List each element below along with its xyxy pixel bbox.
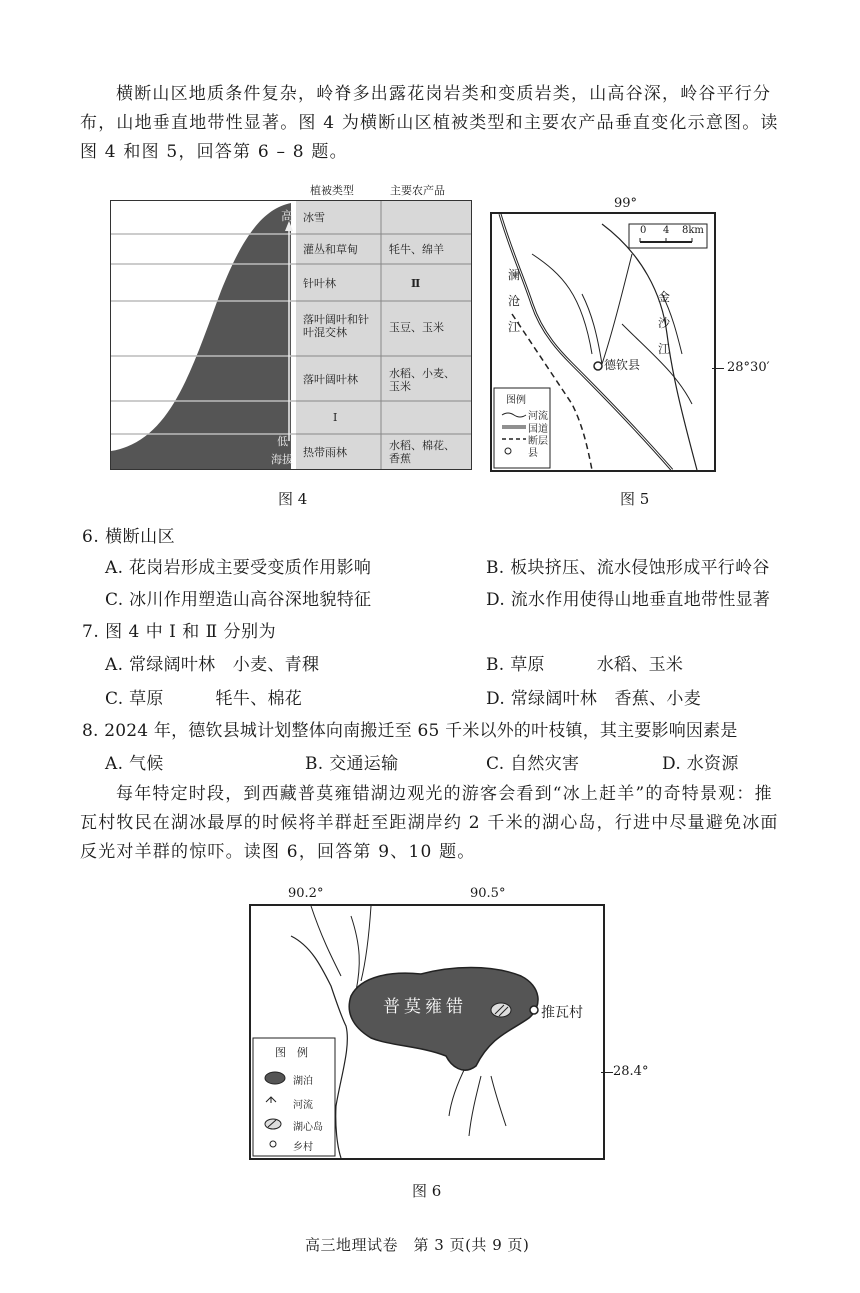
q8-option-c: C. 自然灾害 xyxy=(486,754,580,774)
fig6-lon1-label: 90.2° xyxy=(288,886,324,901)
fig5-longitude-label: 99° xyxy=(614,196,638,211)
fig5-legend-county: 县 xyxy=(528,448,538,459)
figure-6-map xyxy=(249,904,605,1160)
page-footer: 高三地理试卷 第 3 页(共 9 页) xyxy=(305,1236,530,1254)
veg-row-5: 落叶阔叶林 xyxy=(303,373,358,386)
intro2-line1: 每年特定时段，到西藏普莫雍错湖边观光的游客会看到“冰上赶羊”的奇特景观：推 xyxy=(116,784,773,804)
figure-4-caption: 图 4 xyxy=(278,490,308,508)
prod-row-4: 玉豆、玉米 xyxy=(389,321,444,334)
q6-stem: 6. 横断山区 xyxy=(82,527,176,547)
fig4-header-veg: 植被类型 xyxy=(310,184,354,197)
q7-option-c: C. 草原 牦牛、棉花 xyxy=(105,689,303,709)
q7-option-d: D. 常绿阔叶林 香蕉、小麦 xyxy=(486,689,702,709)
fig6-legend-lake: 湖泊 xyxy=(293,1076,313,1087)
fig5-legend-fault: 断层 xyxy=(528,436,548,447)
altitude-axis-label: 海拔 xyxy=(271,453,293,466)
figure-5-svg xyxy=(492,214,714,470)
veg-row-1: 冰雪 xyxy=(303,211,325,224)
veg-row-3: 针叶林 xyxy=(303,277,336,290)
q7-option-a: A. 常绿阔叶林 小麦、青稞 xyxy=(105,655,320,675)
fig5-latitude-label: 28°30′ xyxy=(727,360,770,375)
fig6-legend-island: 湖心岛 xyxy=(293,1122,323,1133)
intro2-line3: 反光对羊群的惊吓。读图 6，回答第 9、10 题。 xyxy=(80,842,476,862)
q7-stem: 7. 图 4 中 Ⅰ 和 Ⅱ 分别为 xyxy=(82,622,277,642)
intro-paragraph-1 xyxy=(80,80,800,167)
scale-zero: 0 xyxy=(640,225,647,236)
intro1-line1: 横断山区地质条件复杂，岭脊多出露花岗岩类和变质岩类，山高谷深，岭谷平行分 xyxy=(116,84,772,104)
village-label: 推瓦村 xyxy=(541,1005,583,1021)
intro1-line3: 图 4 和图 5，回答第 6 – 8 题。 xyxy=(80,142,348,162)
q6-option-d: D. 流水作用使得山地垂直地带性显著 xyxy=(486,590,771,610)
q6-option-c: C. 冰川作用塑造山高谷深地貌特征 xyxy=(105,590,372,610)
prod-row-3: Ⅱ xyxy=(411,277,421,290)
q8-stem: 8. 2024 年，德钦县城计划整体向南搬迁至 65 千米以外的叶枝镇，其主要影响因素是 xyxy=(82,721,738,741)
figure-6-caption: 图 6 xyxy=(412,1182,442,1200)
fig6-legend-title: 图 例 xyxy=(275,1046,308,1059)
intro-paragraph-2 xyxy=(80,780,800,867)
prod-row-5: 水稻、小麦、玉米 xyxy=(389,367,455,393)
fig6-legend-village: 乡村 xyxy=(293,1142,313,1153)
figure-4 xyxy=(110,200,472,470)
mountain-silhouette xyxy=(111,203,294,469)
deqin-county-label: 德钦县 xyxy=(604,358,641,372)
veg-row-2: 灌丛和草甸 xyxy=(303,243,358,256)
figure-5-caption: 图 5 xyxy=(620,490,650,508)
fig6-latitude-label: 28.4° xyxy=(613,1064,649,1079)
q8-option-a: A. 气候 xyxy=(105,754,164,774)
scale-end: 8km xyxy=(682,225,704,236)
fig5-legend-title: 图例 xyxy=(506,395,526,406)
lat-tick xyxy=(712,368,724,369)
prod-row-2: 牦牛、绵羊 xyxy=(389,243,444,256)
scale-mid: 4 xyxy=(663,225,670,236)
intro1-line2: 布，山地垂直地带性显著。图 4 为横断山区植被类型和主要农产品垂直变化示意图。读 xyxy=(80,113,779,133)
intro2-line2: 瓦村牧民在湖冰最厚的时候将羊群赶至距湖岸约 2 千米的湖心岛，行进中尽量避免冰面 xyxy=(80,813,779,833)
altitude-high-label: 高 xyxy=(281,209,294,223)
figure-4-diagram xyxy=(111,201,471,469)
lake-label: 普莫雍错 xyxy=(383,997,467,1017)
altitude-low-label: 低 xyxy=(277,435,288,448)
veg-row-7: 热带雨林 xyxy=(303,446,347,459)
fig6-lon2-label: 90.5° xyxy=(470,886,506,901)
q6-option-b: B. 板块挤压、流水侵蚀形成平行岭谷 xyxy=(486,558,770,578)
fig5-legend-river: 河流 xyxy=(528,411,548,422)
lancang-river-label: 澜沧江 xyxy=(508,268,521,334)
fig6-legend-river: 河流 xyxy=(293,1100,313,1111)
q6-option-a: A. 花岗岩形成主要受变质作用影响 xyxy=(105,558,372,578)
q7-option-b: B. 草原 水稻、玉米 xyxy=(486,655,684,675)
q8-option-b: B. 交通运输 xyxy=(305,754,399,774)
lake-shape xyxy=(349,968,538,1071)
q8-option-d: D. 水资源 xyxy=(662,754,739,774)
prod-row-7: 水稻、棉花、香蕉 xyxy=(389,439,455,465)
veg-row-6: Ⅰ xyxy=(333,411,338,424)
fig4-header-prod: 主要农产品 xyxy=(390,184,445,197)
veg-row-4: 落叶阔叶和针叶混交林 xyxy=(303,313,369,339)
figure-5-map xyxy=(490,212,716,472)
jinsha-river-label: 金沙江 xyxy=(658,290,671,356)
fig5-legend-road: 国道 xyxy=(528,424,548,435)
